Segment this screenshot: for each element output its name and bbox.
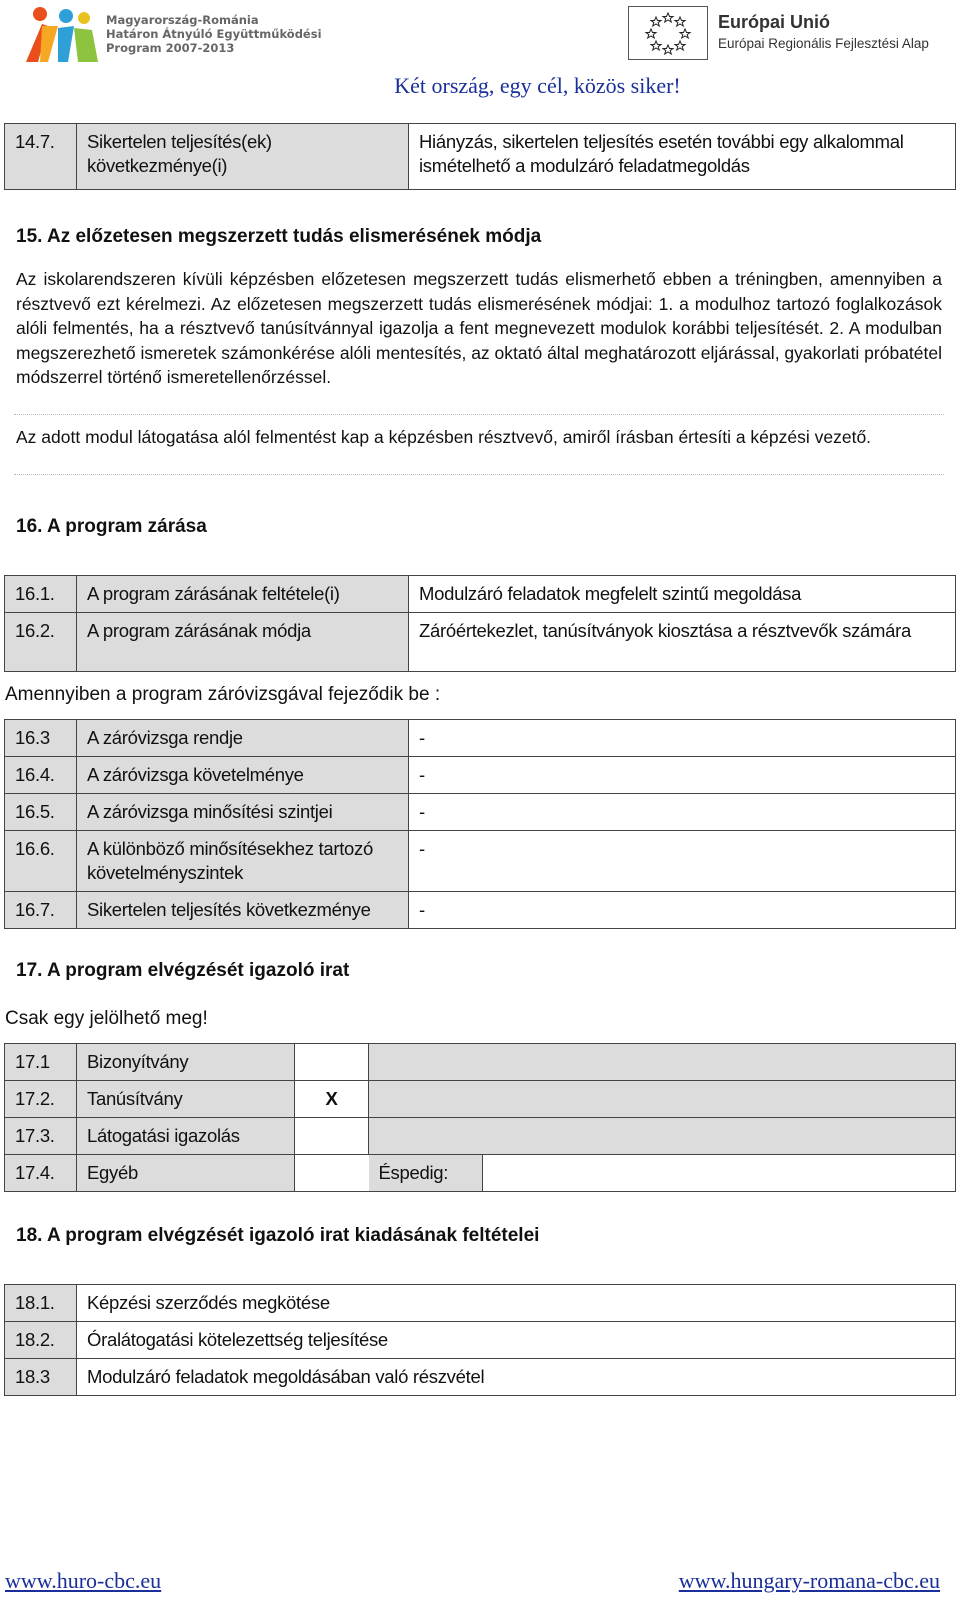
row-label: A záróvizsga minősítési szintjei <box>77 794 409 831</box>
row-number: 18.1. <box>5 1285 77 1322</box>
table-row <box>5 1155 956 1192</box>
row-number: 17.3. <box>5 1118 77 1155</box>
row-label: Óralátogatási kötelezettség teljesítése <box>77 1322 956 1359</box>
row-mark <box>295 1118 369 1155</box>
row-label: Látogatási igazolás <box>77 1118 295 1155</box>
program-logo <box>18 4 338 64</box>
row-label: A különböző minősítésekhez tartozó követelményszintek <box>77 831 409 892</box>
row-number: 16.2. <box>5 613 77 672</box>
table-16-exam <box>4 719 956 929</box>
row-value: - <box>409 757 956 794</box>
row-number: 16.4. <box>5 757 77 794</box>
table-row <box>5 1359 956 1396</box>
row-number: 16.7. <box>5 892 77 929</box>
row-label: A záróvizsga követelménye <box>77 757 409 794</box>
row-label: Sikertelen teljesítés(ek) következménye(i) <box>77 124 409 190</box>
table-14-7 <box>4 123 956 190</box>
divider <box>14 474 944 475</box>
table-row <box>5 1118 956 1155</box>
program-name-line-3: Program 2007-2013 <box>106 41 235 55</box>
eu-logo-block <box>628 6 948 60</box>
table-row <box>5 831 956 892</box>
program-name-line-1: Magyarország-Románia <box>106 13 259 27</box>
row-label: Képzési szerződés megkötése <box>77 1285 956 1322</box>
row-extra <box>369 1118 956 1155</box>
footer-link-hungary-romania[interactable]: www.hungary-romana-cbc.eu <box>678 1568 940 1593</box>
row-number: 16.1. <box>5 576 77 613</box>
row-mark-spacer <box>295 1155 369 1192</box>
row-mark: X <box>295 1081 369 1118</box>
row-value: Modulzáró feladatok megfelelt szintű megoldása <box>409 576 956 613</box>
eu-title: Európai Unió <box>718 12 830 32</box>
slogan: Két ország, egy cél, közös siker! <box>394 73 681 98</box>
row-label: A program zárásának módja <box>77 613 409 672</box>
row-value: - <box>409 720 956 757</box>
table-17-certificate <box>4 1043 956 1192</box>
row-number: 18.2. <box>5 1322 77 1359</box>
row-number: 16.5. <box>5 794 77 831</box>
people-logo-icon <box>18 4 108 64</box>
table-row <box>5 576 956 613</box>
row-extra <box>483 1155 956 1192</box>
row-label: Sikertelen teljesítés következménye <box>77 892 409 929</box>
row-label: A program zárásának feltétele(i) <box>77 576 409 613</box>
program-name-line-2: Határon Átnyúló Együttműködési <box>106 27 322 41</box>
row-label: Modulzáró feladatok megoldásában való részvétel <box>77 1359 956 1396</box>
row-label: Tanúsítvány <box>77 1081 295 1118</box>
row-value: - <box>409 831 956 892</box>
row-mark: Éspedig: <box>369 1155 483 1192</box>
table-16-closing <box>4 575 956 672</box>
divider <box>14 414 944 415</box>
table-row <box>5 124 956 190</box>
eu-flag-icon <box>628 6 708 60</box>
row-label: Bizonyítvány <box>77 1044 295 1081</box>
section-16-heading: 16. A program zárása <box>16 516 207 537</box>
table-row <box>5 1044 956 1081</box>
table-row <box>5 892 956 929</box>
row-value: Záróértekezlet, tanúsítványok kiosztása a résztvevők számára <box>409 613 956 672</box>
row-number: 17.4. <box>5 1155 77 1192</box>
table-18-conditions <box>4 1284 956 1396</box>
row-number: 16.3 <box>5 720 77 757</box>
footer-link-huro[interactable]: www.huro-cbc.eu <box>5 1568 162 1593</box>
table-row <box>5 720 956 757</box>
row-label: A záróvizsga rendje <box>77 720 409 757</box>
section-17-heading: 17. A program elvégzését igazoló irat <box>16 960 350 981</box>
row-number: 18.3 <box>5 1359 77 1396</box>
row-value: Hiányzás, sikertelen teljesítés esetén további egy alkalommal ismételhető a modulzáró feladatmegoldás <box>409 124 956 190</box>
table-row <box>5 1285 956 1322</box>
row-number: 17.1 <box>5 1044 77 1081</box>
row-number: 16.6. <box>5 831 77 892</box>
row-extra <box>369 1081 956 1118</box>
row-number: 14.7. <box>5 124 77 190</box>
row-value: - <box>409 794 956 831</box>
exam-note: Amennyiben a program záróvizsgával fejeződik be : <box>5 684 441 705</box>
section-17-note: Csak egy jelölhető meg! <box>5 1008 208 1029</box>
section-15-paragraph-1: Az iskolarendszeren kívüli képzésben előzetesen megszerzett tudás elismerhető ebben a tréningben, amennyiben a résztvevő ezt kérelmezi. Az előzetesen megszerzett tudás elismerésének módjai: 1. a modulhoz tartozó foglalkozások alóli felmentés, ha a résztvevő tanúsítvánnyal igazolja a fent megnevezett modulok korábbi teljesítését. 2. A modulban megszerezhető ismeretek számonkérése alóli mentesítés, az oktató által meghatározott eljárással, gyakorlati próbatétel módszerrel történő ismeretellenőrzéssel. <box>16 269 943 387</box>
row-label: Egyéb <box>77 1155 295 1192</box>
section-15-paragraph-2: Az adott modul látogatása alól felmentést kap a képzésben résztvevő, amiről írásban értesíti a képzési vezető. <box>16 427 872 447</box>
table-row <box>5 1081 956 1118</box>
row-extra <box>369 1044 956 1081</box>
table-row <box>5 757 956 794</box>
table-row <box>5 1322 956 1359</box>
table-row <box>5 794 956 831</box>
eu-subtitle: Európai Regionális Fejlesztési Alap <box>718 36 929 51</box>
section-15-heading: 15. Az előzetesen megszerzett tudás elismerésének módja <box>16 226 542 247</box>
row-value: - <box>409 892 956 929</box>
row-mark <box>295 1044 369 1081</box>
row-number: 17.2. <box>5 1081 77 1118</box>
table-row <box>5 613 956 672</box>
section-18-heading: 18. A program elvégzését igazoló irat kiadásának feltételei <box>16 1225 540 1246</box>
